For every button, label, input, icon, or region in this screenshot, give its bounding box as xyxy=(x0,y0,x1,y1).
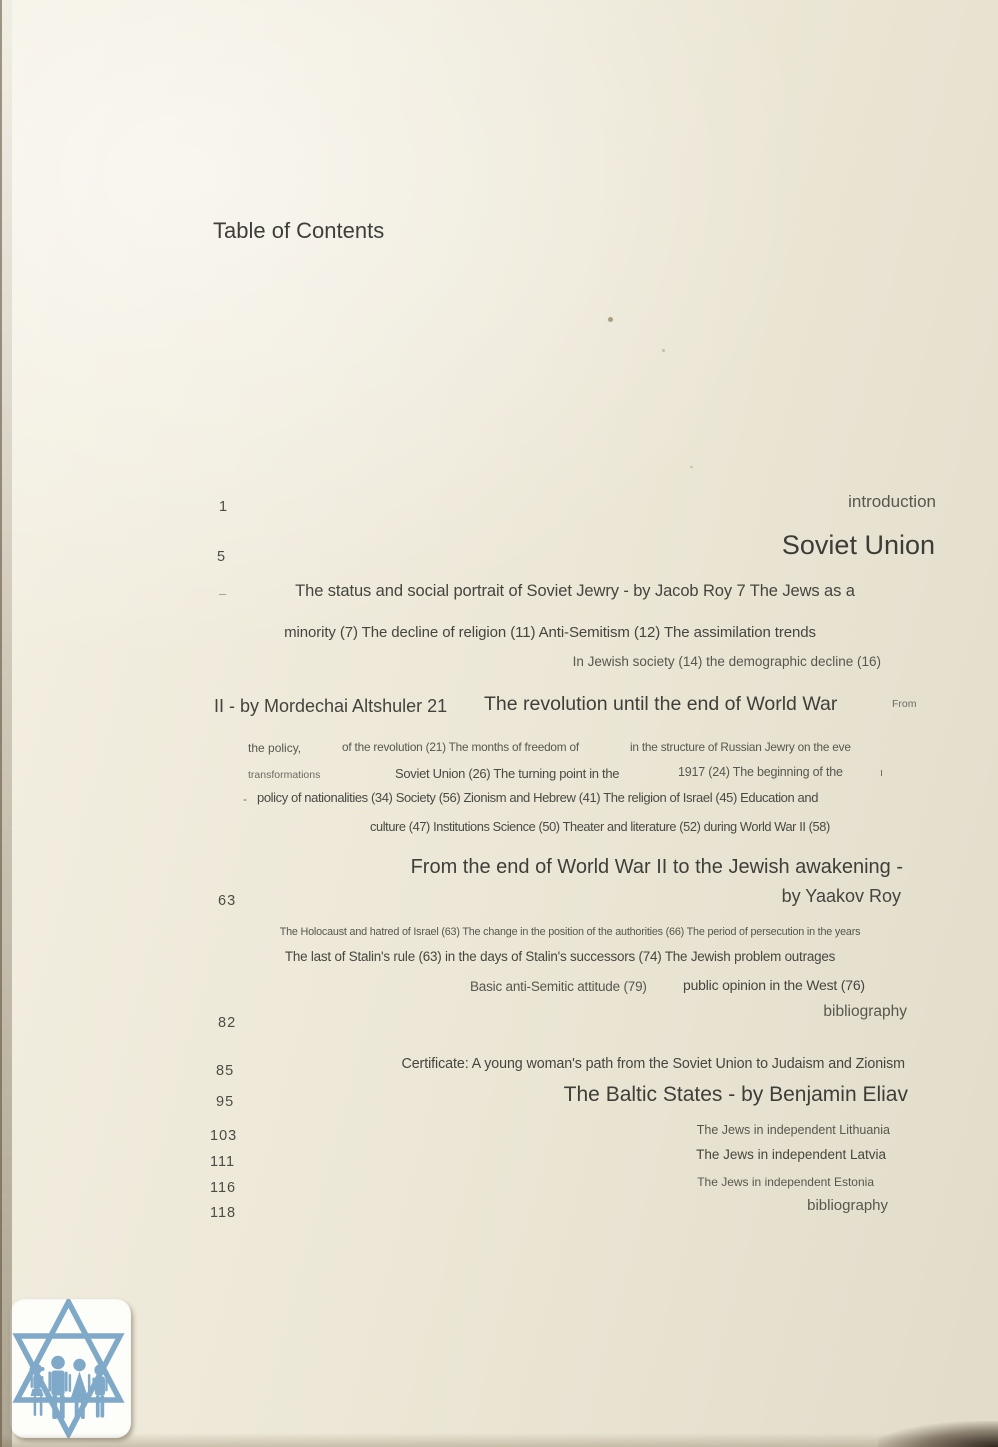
toc-entry-bibliography-2: bibliography xyxy=(807,1197,888,1214)
family-figures xyxy=(30,1356,108,1419)
scan-corner-shadow xyxy=(878,1421,998,1447)
toc-detail4: culture (47) Institutions Science (50) Theater and literature (52) during World War II (58) xyxy=(370,819,830,834)
toc-postwar-detail1: The Holocaust and hatred of Israel (63) The change in the position of the authorities (66) The period of persecution in the years xyxy=(279,926,861,938)
toc-postwar-detail2: The last of Stalin's rule (63) in the days of Stalin's successors (74) The Jewish problem outrages xyxy=(284,949,836,964)
toc-section-soviet-union: Soviet Union xyxy=(781,530,935,560)
toc-entry-revolution-from: From xyxy=(892,698,917,710)
scan-left-edge xyxy=(0,0,12,1447)
toc-entry-status-line1: The status and social portrait of Soviet Jewry - by Jacob Roy 7 The Jews as a xyxy=(295,582,855,600)
toc-entry-revolution-author: II - by Mordechai Altshuler 21 xyxy=(214,696,448,716)
toc-section-baltic-states: The Baltic States - by Benjamin Eliav xyxy=(563,1083,908,1106)
toc-entry-certificate: Certificate: A young woman's path from the Soviet Union to Judaism and Zionism xyxy=(401,1056,905,1072)
page-number: 95 xyxy=(216,1094,235,1110)
page-number: 118 xyxy=(210,1205,237,1221)
page-number: 1 xyxy=(219,499,229,515)
star-of-david-family-logo xyxy=(10,1299,131,1438)
page-title: Table of Contents xyxy=(213,218,385,243)
page-number: 63 xyxy=(218,893,237,909)
page-number: 103 xyxy=(210,1128,238,1144)
paper-speck xyxy=(690,466,693,468)
margin-dash-artifact: – xyxy=(219,586,227,601)
paper-speck xyxy=(608,317,613,322)
toc-detail2-mid: Soviet Union (26) The turning point in the xyxy=(395,766,620,781)
toc-detail1-left: the policy, xyxy=(248,741,302,755)
toc-entry-status-line3: In Jewish society (14) the demographic decline (16) xyxy=(572,654,881,669)
toc-postwar-detail3-right: public opinion in the West (76) xyxy=(683,977,865,993)
toc-detail2-left: transformations xyxy=(248,769,321,781)
paper-speck xyxy=(662,349,665,352)
toc-entry-revolution-title: The revolution until the end of World War xyxy=(484,693,838,715)
toc-entry-latvia: The Jews in independent Latvia xyxy=(696,1147,886,1162)
star-of-david-family-icon xyxy=(10,1299,131,1438)
toc-entry-introduction: introduction xyxy=(848,492,936,511)
toc-entry-estonia: The Jews in independent Estonia xyxy=(697,1175,874,1189)
page-number: 111 xyxy=(210,1154,236,1170)
toc-entry-postwar-title: From the end of World War II to the Jewish awakening - xyxy=(410,856,903,878)
page-number: 5 xyxy=(217,549,227,565)
toc-detail2-right: 1917 (24) The beginning of the xyxy=(678,765,843,779)
page-number: 85 xyxy=(216,1063,235,1079)
toc-entry-postwar-author: by Yaakov Roy xyxy=(781,886,901,906)
toc-entry-lithuania: The Jews in independent Lithuania xyxy=(696,1123,890,1137)
toc-detail1-mid: of the revolution (21) The months of freedom of xyxy=(342,740,579,754)
list-dash-artifact: - xyxy=(243,792,247,806)
page-number: 116 xyxy=(210,1180,237,1196)
toc-entry-bibliography-1: bibliography xyxy=(823,1003,907,1020)
toc-detail3: policy of nationalities (34) Society (56) Zionism and Hebrew (41) The religion of Israel (45) Education and xyxy=(257,790,819,805)
toc-postwar-detail3-left: Basic anti-Semitic attitude (79) xyxy=(470,979,647,994)
stray-mark-artifact: ı xyxy=(880,767,884,779)
page-number: 82 xyxy=(218,1015,237,1031)
scan-bottom-edge xyxy=(0,1433,998,1447)
toc-entry-status-line2: minority (7) The decline of religion (11) Anti-Semitism (12) The assimilation trends xyxy=(284,624,816,641)
toc-detail1-right: in the structure of Russian Jewry on the eve xyxy=(630,740,851,754)
